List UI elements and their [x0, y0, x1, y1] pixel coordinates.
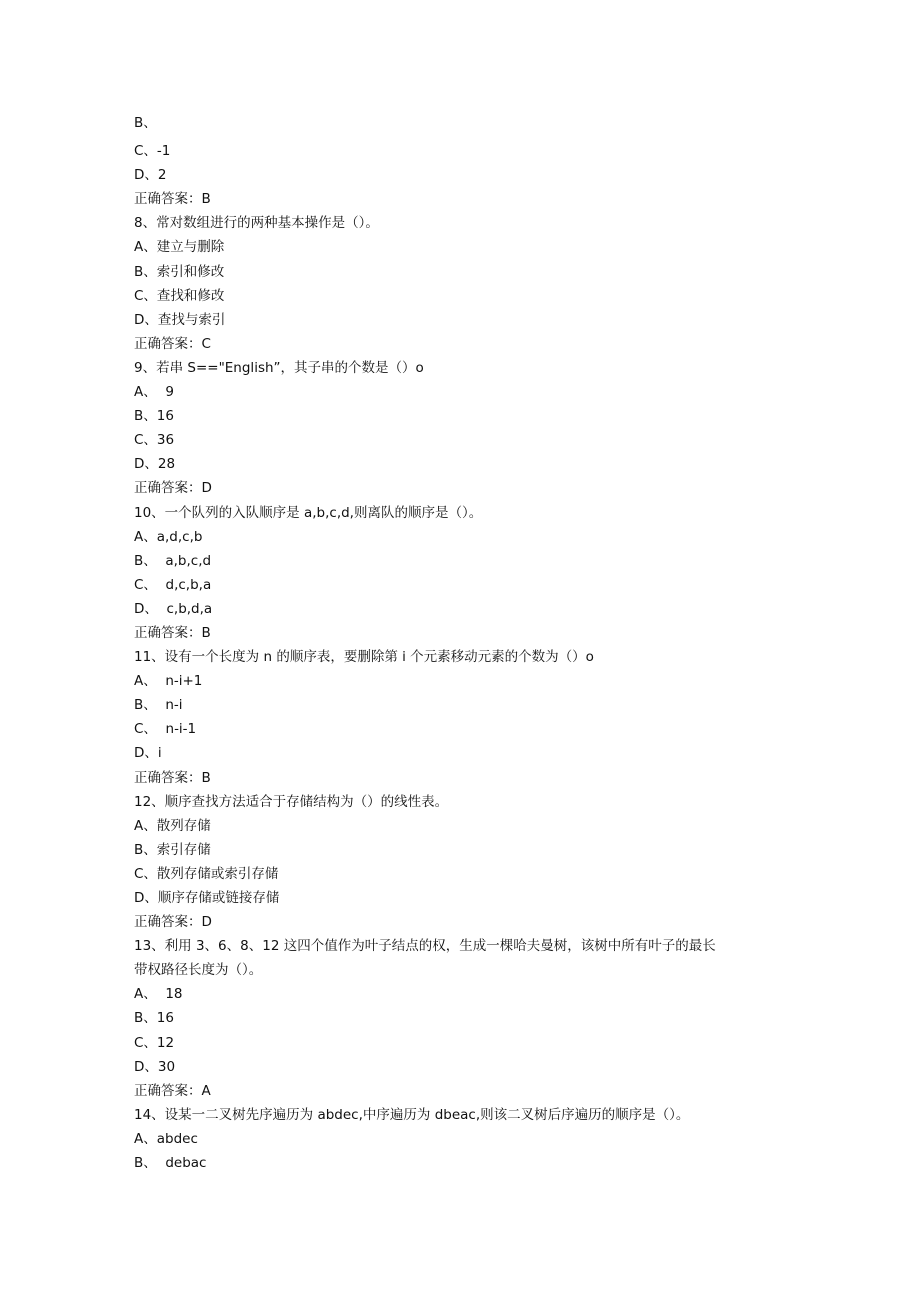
question-line: 10、一个队列的入队顺序是 a,b,c,d,则离队的顺序是（）。 — [134, 504, 483, 521]
option-line: A、建立与删除 — [134, 239, 225, 256]
question-line: 11、设有一个长度为 n 的顺序表，要删除第 i 个元素移动元素的个数为（）o — [134, 649, 594, 666]
option-line: C、查找和修改 — [134, 287, 225, 304]
option-line: B、索引和修改 — [134, 263, 225, 280]
option-line: A、a,d,c,b — [134, 528, 203, 545]
question-line: 8、常对数组进行的两种基本操作是（）。 — [134, 215, 379, 232]
option-line: D、2 — [134, 167, 167, 184]
option-line: B、16 — [134, 1010, 174, 1027]
option-line: A、散列存储 — [134, 817, 211, 834]
answer-line: 正确答案：D — [134, 914, 212, 931]
option-line: D、i — [134, 745, 162, 762]
option-line: B、 n-i — [134, 697, 183, 714]
answer-line: 正确答案：B — [134, 769, 211, 786]
option-line: C、 n-i-1 — [134, 721, 197, 738]
option-line: C、-1 — [134, 143, 171, 160]
answer-line: 正确答案：C — [134, 335, 211, 352]
option-line: A、 n-i+1 — [134, 673, 203, 690]
option-line: A、abdec — [134, 1130, 198, 1147]
document-body — [134, 111, 794, 1175]
option-line: D、顺序存储或链接存储 — [134, 890, 280, 906]
option-line: C、12 — [134, 1034, 175, 1051]
option-line: D、查找与索引 — [134, 311, 226, 328]
option-line: B、 — [134, 115, 157, 131]
question-line: 9、若串 S=="English”，其子串的个数是（）o — [134, 359, 424, 376]
question-line-continued: 带权路径长度为（）。 — [134, 962, 263, 979]
answer-line: 正确答案：B — [134, 624, 211, 641]
question-line: 12、顺序查找方法适合于存储结构为（）的线性表。 — [134, 793, 449, 810]
option-line: B、索引存储 — [134, 841, 211, 858]
option-line: A、 9 — [134, 384, 174, 401]
option-line: A、 18 — [134, 986, 183, 1003]
option-line: D、28 — [134, 456, 176, 473]
answer-line: 正确答案：A — [134, 1082, 211, 1099]
option-line: B、 debac — [134, 1155, 207, 1172]
option-line: D、 c,b,d,a — [134, 600, 213, 617]
question-line: 14、设某一二叉树先序遍历为 abdec,中序遍历为 dbeac,则该二叉树后序遍历的顺序是（）。 — [134, 1106, 690, 1123]
option-line: C、散列存储或索引存储 — [134, 865, 279, 882]
answer-line: 正确答案：B — [134, 191, 211, 208]
option-line: C、 d,c,b,a — [134, 576, 212, 593]
option-line: D、30 — [134, 1058, 176, 1075]
option-line: B、16 — [134, 408, 174, 425]
question-line: 13、利用 3、6、8、12 这四个值作为叶子结点的权，生成一棵哈夫曼树，该树中所有叶子的最长 — [134, 938, 716, 955]
option-line: B、 a,b,c,d — [134, 552, 212, 569]
option-line: C、36 — [134, 432, 175, 449]
answer-line: 正确答案：D — [134, 480, 212, 497]
